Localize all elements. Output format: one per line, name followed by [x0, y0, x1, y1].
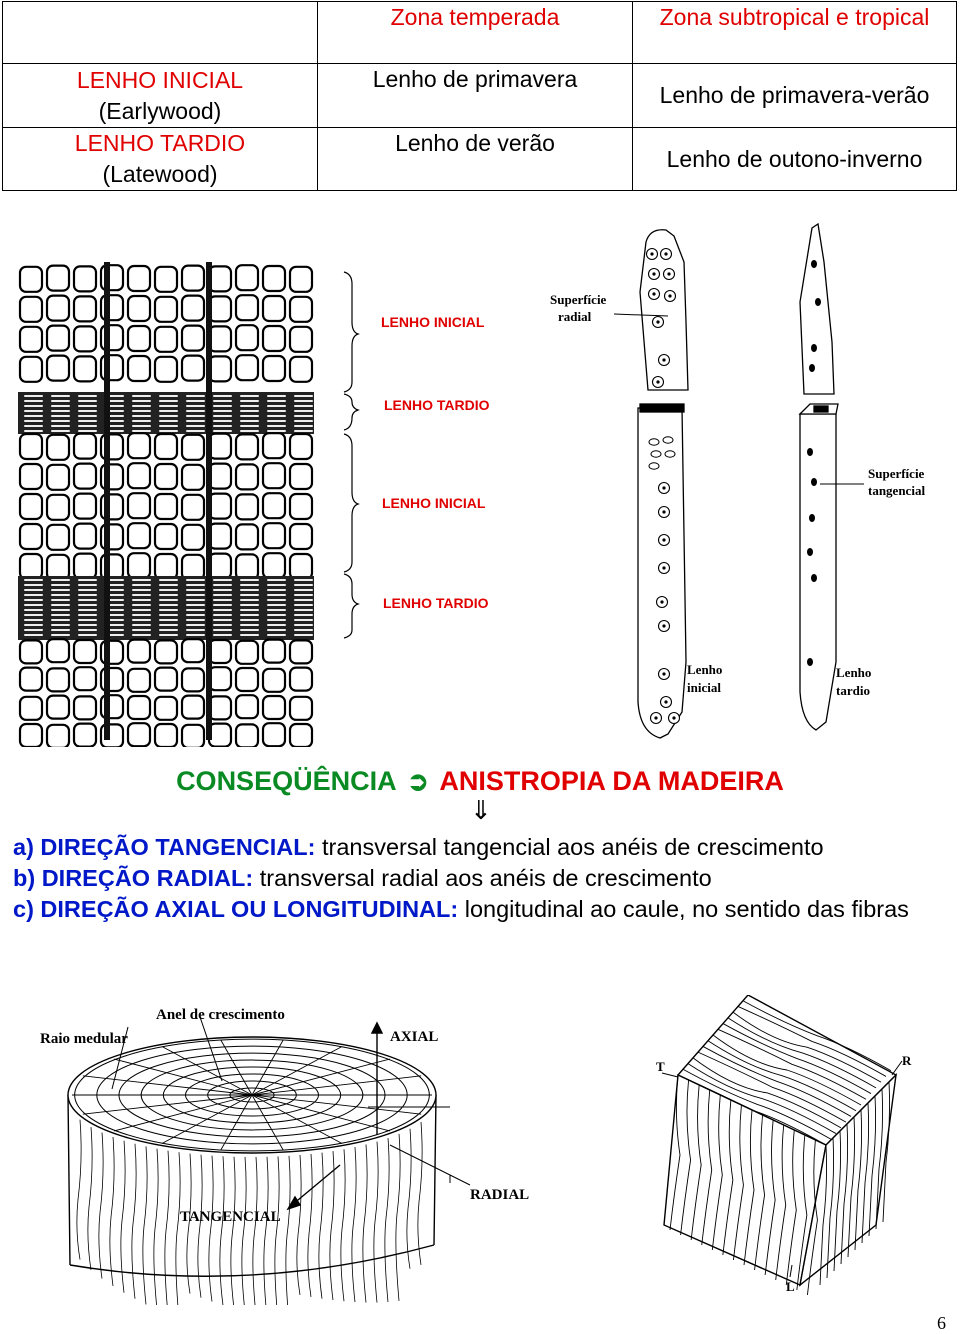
direction-item — [13, 832, 953, 863]
wood-directions-figure — [30, 995, 940, 1305]
lenho-tardio-line2: tardio — [836, 683, 870, 698]
cube-label-r: R — [902, 1053, 912, 1068]
direction-item — [13, 894, 953, 925]
page-number: 6 — [937, 1313, 946, 1333]
ring-braces — [344, 272, 358, 638]
fig2-label-medullary-ray: Raio medular — [40, 1031, 128, 1047]
cube-label-t: T — [656, 1059, 665, 1074]
zones-table — [2, 1, 957, 191]
latewood-temperate: Lenho de verão — [318, 128, 633, 191]
header-subtropical: Zona subtropical e tropical — [633, 2, 957, 64]
row-earlywood-label — [3, 64, 318, 128]
arrow-icon: ➲ — [407, 766, 429, 796]
surface-tangential-line2: tangencial — [868, 483, 926, 498]
cube-label-l: L — [786, 1279, 795, 1294]
latewood-subtropical: Lenho de outono-inverno — [633, 128, 957, 191]
latewood-title: LENHO TARDIO — [74, 130, 246, 156]
row-latewood-label — [3, 128, 318, 191]
log-disc — [68, 1037, 436, 1305]
direction-text: transversal radial aos anéis de crescimento — [253, 865, 712, 891]
fig2-label-radial: RADIAL — [470, 1187, 530, 1203]
earlywood-subtitle: (Earlywood) — [98, 97, 222, 124]
surface-radial-line1: Superfície — [550, 292, 607, 307]
direction-item — [13, 863, 953, 894]
fig2-label-axial: AXIAL — [390, 1029, 439, 1045]
surface-tangential-line1: Superfície — [868, 466, 925, 481]
lenho-tardio-line1: Lenho — [836, 665, 872, 680]
anisotropy-text: ANISTROPIA DA MADEIRA — [439, 766, 784, 796]
header-temperate: Zona temperada — [318, 2, 633, 64]
earlywood-title: LENHO INICIAL — [76, 66, 244, 93]
direction-label: c) DIREÇÃO AXIAL OU LONGITUDINAL: — [13, 896, 459, 922]
direction-label: b) DIREÇÃO RADIAL: — [13, 865, 254, 891]
lenho-inicial-line2: inicial — [687, 680, 721, 695]
surface-radial-line2: radial — [558, 309, 592, 324]
label-latewood-2: LENHO TARDIO — [383, 595, 489, 611]
direction-text: transversal tangencial aos anéis de crescimento — [315, 834, 824, 860]
latewood-subtitle: (Latewood) — [102, 161, 218, 187]
consequence-text: CONSEQÜÊNCIA — [176, 766, 396, 796]
empty-header-cell — [3, 2, 318, 64]
earlywood-temperate: Lenho de primavera — [318, 64, 633, 128]
consequence-heading — [0, 766, 960, 797]
down-arrow-icon: ⇓ — [470, 795, 492, 825]
earlywood-subtropical: Lenho de primavera-verão — [633, 64, 957, 128]
direction-text: longitudinal ao caule, no sentido das fibras — [458, 896, 909, 922]
cell-cross-section — [18, 262, 314, 747]
lenho-inicial-line1: Lenho — [687, 662, 723, 677]
label-earlywood-2: LENHO INICIAL — [382, 495, 486, 511]
direction-label: a) DIREÇÃO TANGENCIAL: — [13, 834, 316, 860]
label-latewood-1: LENHO TARDIO — [384, 397, 490, 413]
fig2-label-growth-ring: Anel de crescimento — [156, 1007, 285, 1023]
label-earlywood-1: LENHO INICIAL — [381, 314, 485, 330]
fig2-label-tangential: TANGENCIAL — [180, 1209, 281, 1225]
growth-rings-figure — [14, 222, 954, 747]
directions-list — [13, 832, 953, 925]
